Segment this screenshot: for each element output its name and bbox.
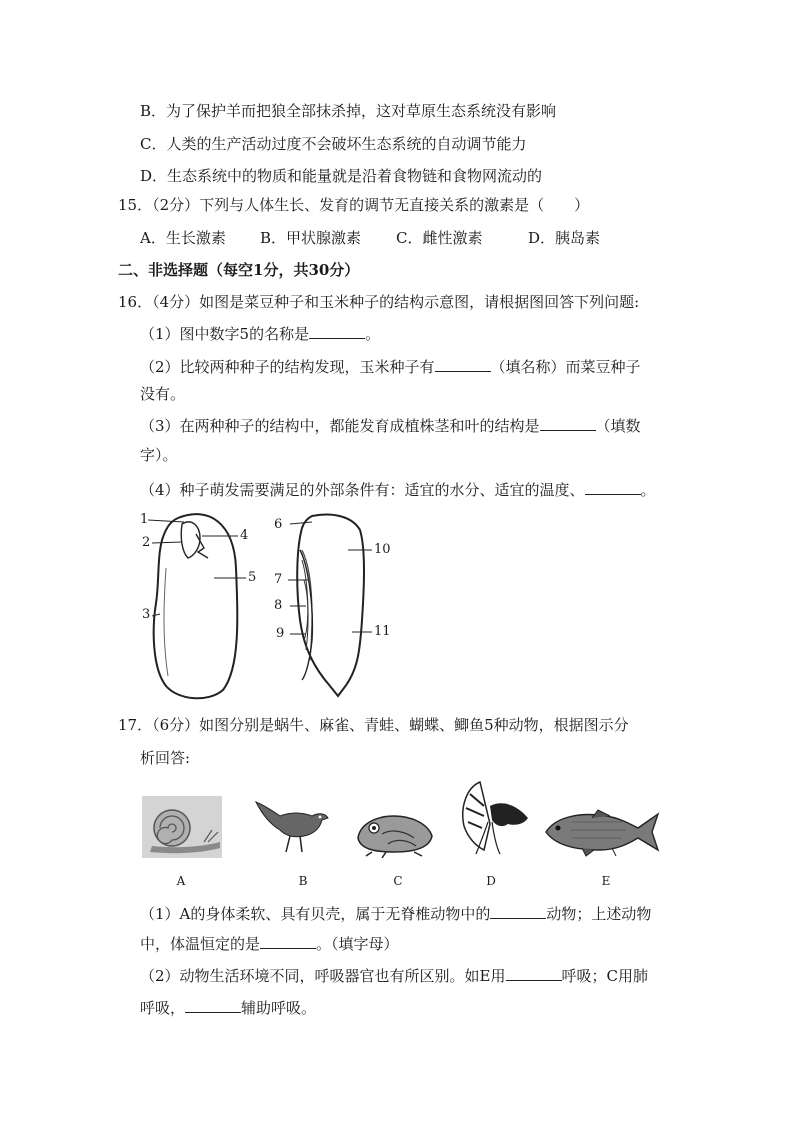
q15-option-b: B．甲状腺激素 (260, 229, 362, 247)
animal-label-e: E (601, 874, 611, 888)
frog-icon (352, 808, 436, 858)
frog-image (352, 808, 436, 858)
q16-part-2: （2）比较两种种子的结构发现，玉米种子有 （填名称）而菜豆种子 (140, 355, 641, 377)
answer-blank[interactable] (540, 414, 596, 431)
animal-label-c: C (393, 874, 403, 888)
answer-blank[interactable] (260, 932, 316, 949)
q17-stem: 17．（6分）如图分别是蜗牛、麻雀、青蛙、蝴蝶、鲫鱼5种动物，根据图示分 (118, 716, 629, 734)
answer-blank[interactable] (585, 478, 641, 495)
q16-part-3: （3）在两种种子的结构中，都能发育成植株茎和叶的结构是 （填数 (140, 414, 641, 436)
corn-label-9: 9 (276, 626, 285, 641)
q15-options (140, 228, 600, 248)
animal-label-d: D (486, 874, 496, 888)
fish-image (542, 806, 662, 860)
q15-option-c: C．雌性激素 (396, 229, 483, 247)
bean-label-5: 5 (248, 570, 257, 585)
bean-seed-figure (138, 508, 268, 703)
snail-image (142, 796, 222, 858)
q17-part-2-cont: 呼吸， 辅助呼吸。 (140, 996, 316, 1018)
q14-option-b: B．为了保护羊而把狼全部抹杀掉，这对草原生态系统没有影响 (140, 102, 557, 120)
q15-option-a: A．生长激素 (140, 229, 226, 247)
corn-seed-drawing (272, 510, 396, 700)
bean-label-1: 1 (140, 512, 149, 527)
q17-part-1-cont: 中，体温恒定的是 。（填字母） (140, 932, 399, 954)
answer-blank[interactable] (309, 322, 365, 339)
butterfly-icon (456, 778, 534, 858)
q15-option-d: D．胰岛素 (528, 229, 601, 247)
corn-seed-figure (272, 510, 396, 700)
corn-label-11: 11 (374, 624, 391, 639)
butterfly-image (456, 778, 534, 858)
answer-blank[interactable] (185, 996, 241, 1013)
corn-label-10: 10 (374, 542, 391, 557)
bean-label-3: 3 (142, 607, 151, 622)
q14-option-d: D．生态系统中的物质和能量就是沿着食物链和食物网流动的 (140, 167, 543, 185)
corn-label-8: 8 (274, 598, 283, 613)
q17-part-1: （1）A的身体柔软、具有贝壳，属于无脊椎动物中的 动物；上述动物 (140, 902, 651, 924)
sparrow-image (250, 796, 330, 858)
q16-part-3-cont: 字）。 (140, 446, 178, 464)
q14-option-c: C．人类的生产活动过度不会破坏生态系统的自动调节能力 (140, 135, 527, 153)
answer-blank[interactable] (490, 902, 546, 919)
bean-label-4: 4 (240, 528, 249, 543)
bean-seed-drawing (138, 508, 268, 703)
section-2-heading: 二、非选择题（每空1分，共30分） (118, 261, 360, 279)
sparrow-icon (250, 796, 330, 858)
q16-part-1: （1）图中数字5的名称是 。 (140, 322, 380, 344)
q16-part-4: （4）种子萌发需要满足的外部条件有：适宜的水分、适宜的温度、 。 (140, 478, 656, 500)
snail-icon (142, 796, 222, 858)
q17-stem-cont: 析回答: (140, 749, 191, 767)
corn-label-7: 7 (274, 572, 283, 587)
q16-part-2-cont: 没有。 (140, 385, 186, 403)
fish-icon (542, 806, 662, 860)
answer-blank[interactable] (435, 355, 491, 372)
animal-label-b: B (298, 874, 308, 888)
q17-part-2: （2）动物生活环境不同，呼吸器官也有所区别。如E用 呼吸；C用肺 (140, 964, 648, 986)
bean-label-2: 2 (142, 535, 151, 550)
q15-stem: 15．（2分）下列与人体生长、发育的调节无直接关系的激素是（ ） (118, 196, 590, 214)
q16-stem: 16．（4分）如图是菜豆种子和玉米种子的结构示意图，请根据图回答下列问题: (118, 293, 640, 311)
animal-label-a: A (176, 874, 186, 888)
answer-blank[interactable] (506, 964, 562, 981)
corn-label-6: 6 (274, 517, 283, 532)
